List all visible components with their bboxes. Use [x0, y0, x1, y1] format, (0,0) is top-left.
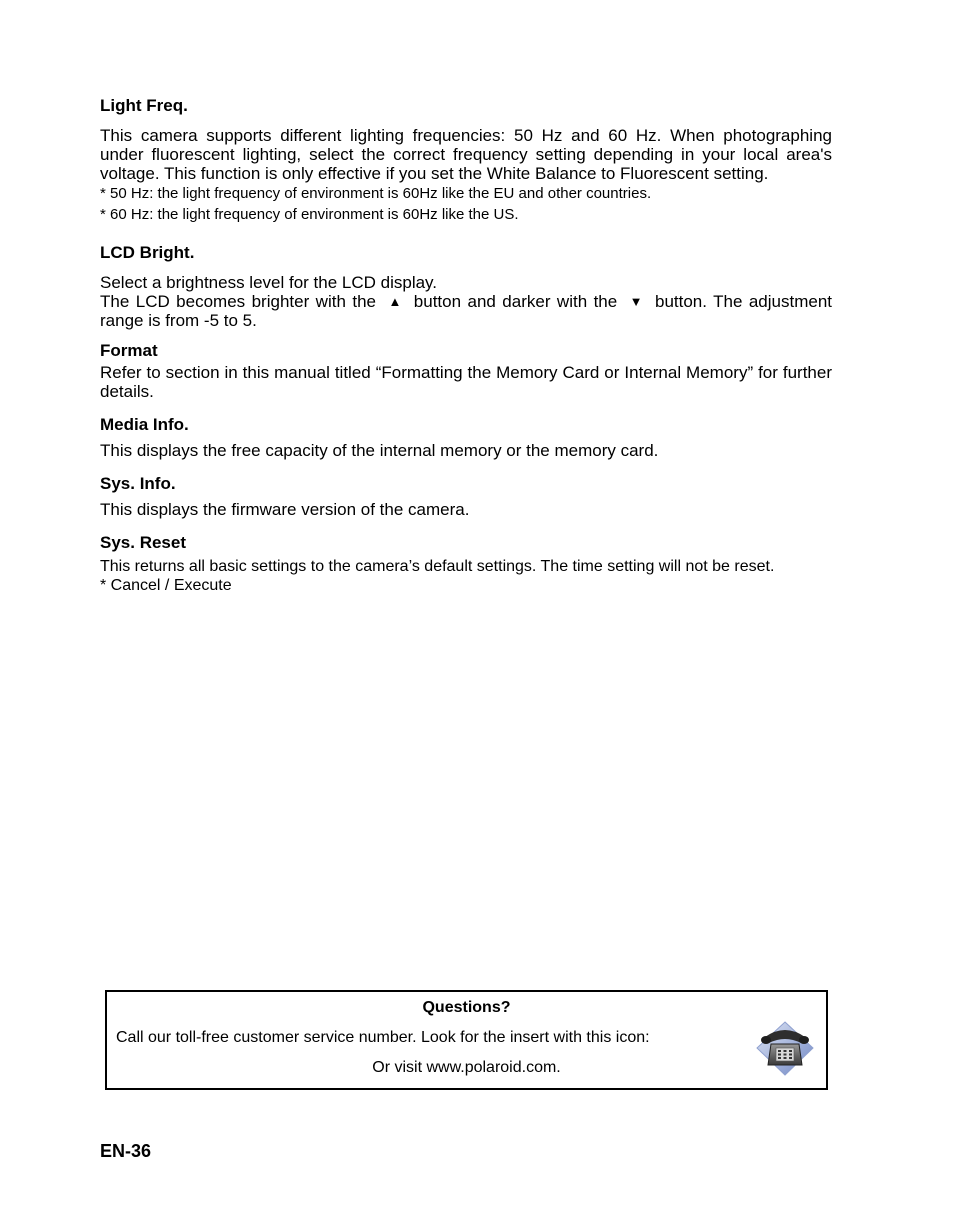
down-triangle-icon: ▼ [629, 294, 643, 309]
section-sys-reset [100, 533, 832, 595]
questions-box [105, 990, 828, 1090]
sys-reset-body: This returns all basic settings to the camera’s default settings. The time setting will not be reset. [100, 558, 775, 575]
light-freq-note-60hz: * 60 Hz: the light frequency of environment is 60Hz like the US. [100, 206, 519, 223]
section-media-info [100, 415, 832, 460]
questions-call-text: Call our toll-free customer service number. Look for the insert with this icon: [116, 1029, 650, 1046]
media-info-body: This displays the free capacity of the internal memory or the memory card. [100, 441, 659, 460]
heading-lcd-bright: LCD Bright. [100, 243, 195, 262]
section-light-freq [100, 96, 832, 223]
questions-visit-text: Or visit www.polaroid.com. [372, 1059, 561, 1076]
lcd-bright-line1: Select a brightness level for the LCD display. [100, 273, 438, 292]
heading-sys-info: Sys. Info. [100, 474, 176, 493]
telephone-icon [755, 1021, 815, 1077]
light-freq-note-50hz: * 50 Hz: the light frequency of environment is 60Hz like the EU and other countries. [100, 185, 652, 202]
heading-format: Format [100, 341, 158, 360]
lcd-bright-text-a: The LCD becomes brighter with the [100, 292, 376, 311]
light-freq-body: This camera supports different lighting frequencies: 50 Hz and 60 Hz. When photographing under fluorescent lighting, select the correct frequency setting depending in your local area's voltage. This function is only effective if you set the White Balance to Fluorescent setting. [100, 126, 832, 183]
format-body: Refer to section in this manual titled “Formatting the Memory Card or Internal Memory” for further details. [100, 363, 832, 401]
sys-reset-note: * Cancel / Execute [100, 577, 232, 594]
lcd-bright-text-c: button. The adjustment range is from -5 to 5. [100, 292, 833, 330]
manual-content [100, 96, 832, 595]
heading-light-freq: Light Freq. [100, 96, 188, 115]
heading-media-info: Media Info. [100, 415, 189, 434]
page-number: EN-36 [100, 1141, 152, 1161]
sys-info-body: This displays the firmware version of the camera. [100, 500, 470, 519]
section-sys-info [100, 474, 832, 519]
lcd-bright-line2 [100, 292, 832, 330]
questions-title: Questions? [422, 999, 511, 1016]
up-triangle-icon: ▲ [388, 294, 402, 309]
section-lcd-bright [100, 243, 832, 330]
section-format [100, 341, 832, 401]
lcd-bright-text-b: button and darker with the [413, 292, 618, 311]
heading-sys-reset: Sys. Reset [100, 533, 186, 552]
